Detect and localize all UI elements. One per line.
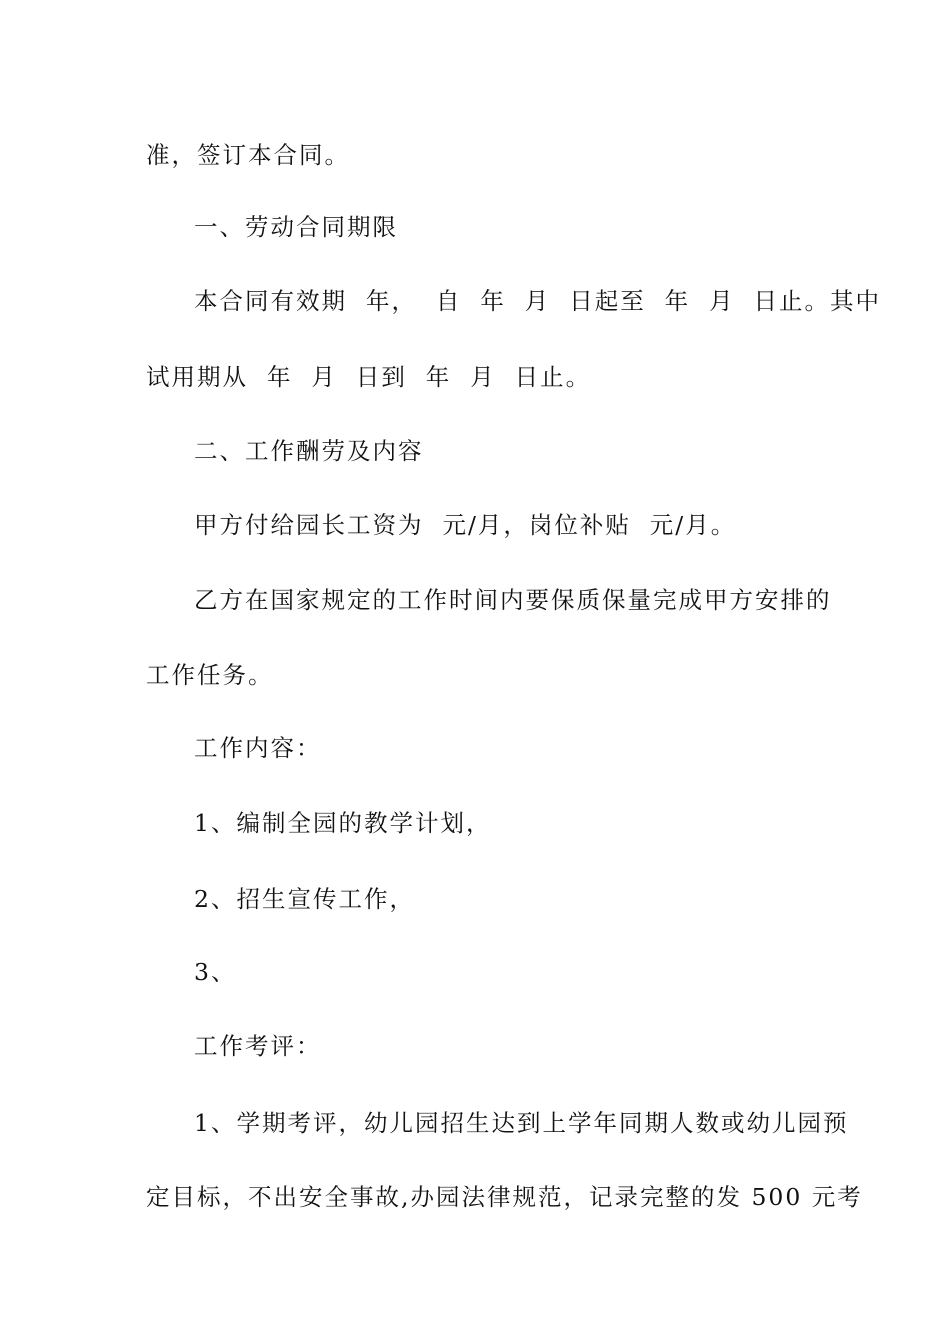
list-item-teaching-plan: 1、编制全园的教学计划， [194, 809, 492, 837]
text-line-probation: 试用期从 年 月 日到 年 月 日止。 [146, 363, 592, 391]
subheading-work-evaluation: 工作考评： [194, 1032, 322, 1060]
text-line-evaluation-continued: 定目标，不出安全事故,办园法律规范，记录完整的发 500 元考 [146, 1183, 863, 1211]
text-line-work-tasks: 工作任务。 [146, 661, 274, 689]
text-line-salary: 甲方付给园长工资为 元/月，岗位补贴 元/月。 [194, 511, 737, 539]
text-line-semester-evaluation: 1、学期考评，幼儿园招生达到上学年同期人数或幼儿园预 [194, 1109, 849, 1137]
text-line-1: 准，签订本合同。 [146, 141, 350, 169]
section-heading-contract-term: 一、劳动合同期限 [194, 213, 398, 241]
text-line-work-requirement: 乙方在国家规定的工作时间内要保质保量完成甲方安排的 [194, 586, 832, 614]
subheading-work-content: 工作内容： [194, 734, 322, 762]
list-item-enrollment-promotion: 2、招生宣传工作， [194, 885, 415, 913]
section-heading-pay-and-duties: 二、工作酬劳及内容 [194, 437, 424, 465]
list-item-empty: 3、 [194, 958, 237, 986]
text-line-contract-validity: 本合同有效期 年， 自 年 月 日起至 年 月 日止。其中 [194, 287, 882, 315]
